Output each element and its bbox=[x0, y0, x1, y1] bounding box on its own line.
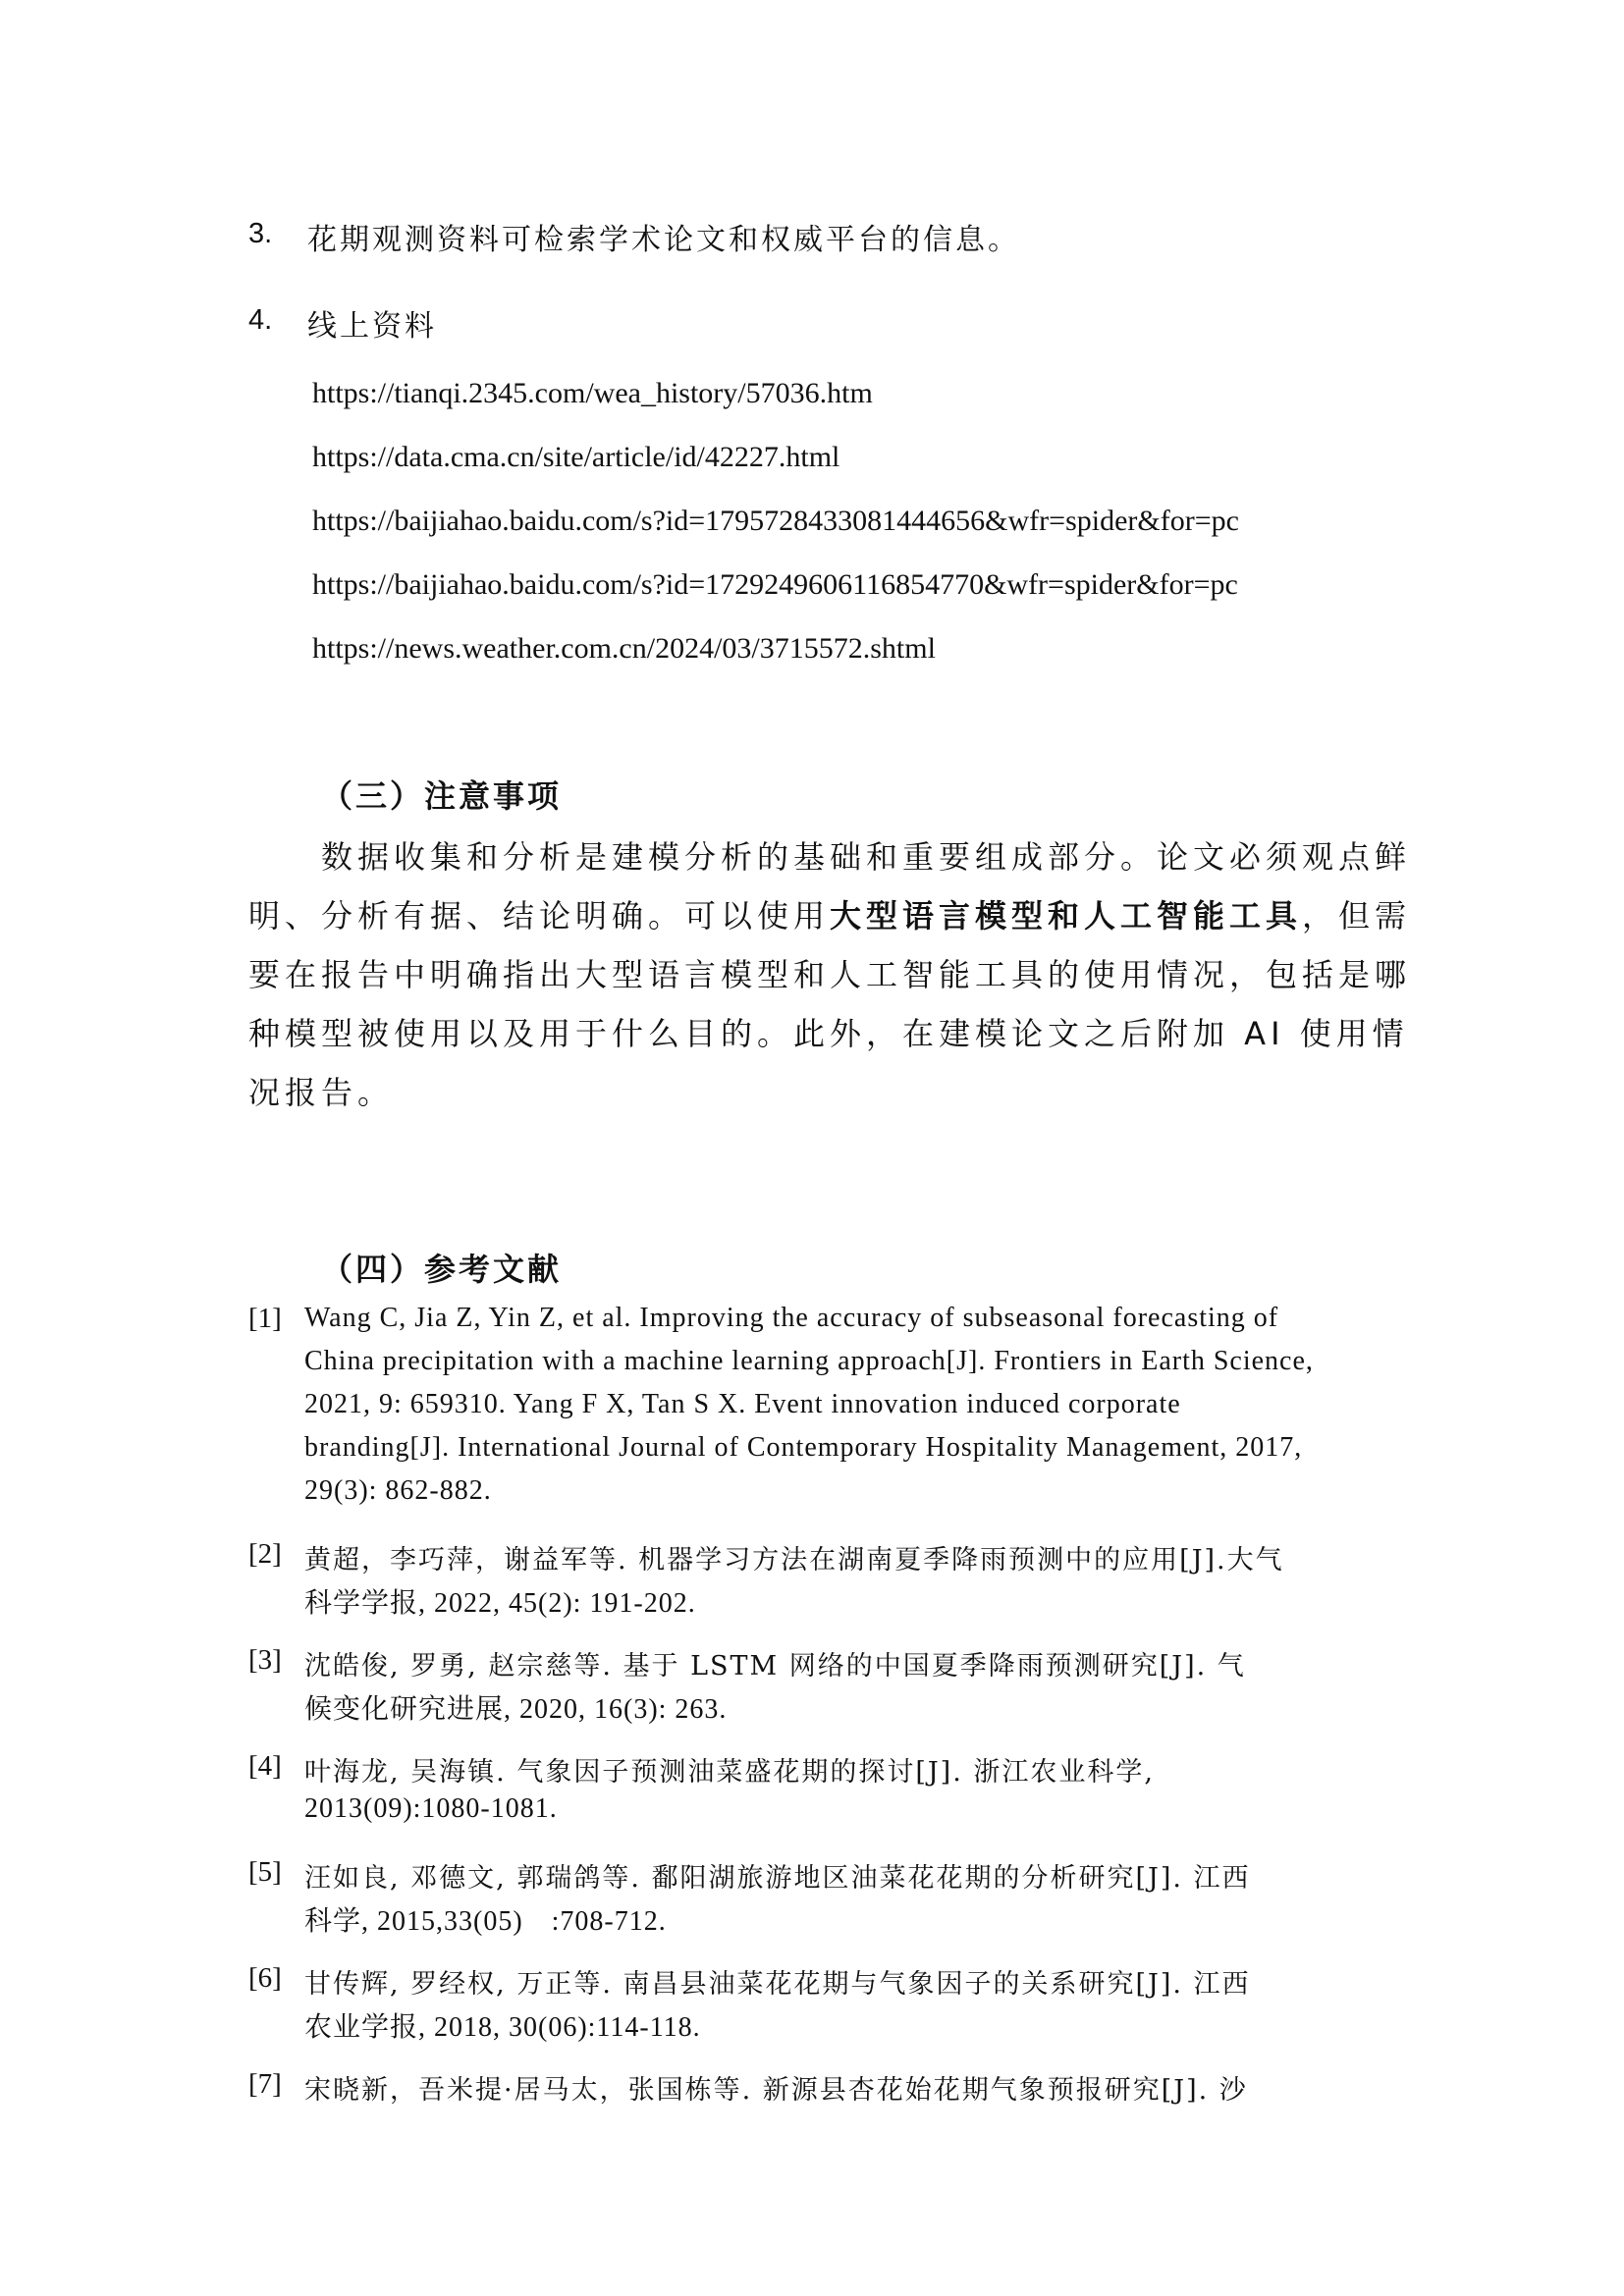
reference-3-number: [3] bbox=[248, 1644, 282, 1676]
reference-4-line-1: 叶海龙, 吴海镇. 气象因子预测油菜盛花期的探讨[J]. 浙江农业科学, bbox=[304, 1757, 1155, 1788]
reference-6-number: [6] bbox=[248, 1962, 282, 1994]
reference-1-line-1: Wang C, Jia Z, Yin Z, et al. Improving the accuracy of subseasonal forecasting of bbox=[304, 1303, 1279, 1333]
list-item-4-text: 线上资料 bbox=[307, 309, 437, 344]
link-1[interactable]: https://tianqi.2345.com/wea_history/57036.htm bbox=[312, 377, 873, 409]
notes-line-2-end: ，但需 bbox=[1302, 897, 1412, 934]
reference-6-line-1: 甘传辉, 罗经权, 万正等. 南昌县油菜花花期与气象因子的关系研究[J]. 江西 bbox=[304, 1969, 1251, 2000]
reference-5-number: [5] bbox=[248, 1856, 282, 1888]
reference-4-number: [4] bbox=[248, 1750, 282, 1782]
references-heading: （四）参考文献 bbox=[321, 1251, 563, 1288]
reference-4-line-2: 2013(09):1080-1081. bbox=[304, 1793, 558, 1824]
link-3[interactable]: https://baijiahao.baidu.com/s?id=1795728433081444656&wfr=spider&for=pc bbox=[312, 505, 1239, 537]
reference-2-line-1: 黄超，李巧萍，谢益军等. 机器学习方法在湖南夏季降雨预测中的应用[J].大气 bbox=[304, 1545, 1284, 1575]
reference-1-number: [1] bbox=[248, 1303, 282, 1334]
link-2[interactable]: https://data.cma.cn/site/article/id/42227.html bbox=[312, 441, 840, 473]
notes-paragraph-line-5: 况报告。 bbox=[248, 1074, 395, 1111]
reference-6-line-2: 农业学报, 2018, 30(06):114-118. bbox=[304, 2012, 701, 2043]
link-5[interactable]: https://news.weather.com.cn/2024/03/3715572.shtml bbox=[312, 632, 936, 665]
reference-3-line-1: 沈皓俊, 罗勇, 赵宗慈等. 基于 LSTM 网络的中国夏季降雨预测研究[J]. 气 bbox=[304, 1651, 1246, 1682]
list-item-3-text: 花期观测资料可检索学术论文和权威平台的信息。 bbox=[307, 223, 1020, 257]
reference-1-line-4: branding[J]. International Journal of Contemporary Hospitality Management, 2017, bbox=[304, 1432, 1303, 1463]
reference-3-line-2: 候变化研究进展, 2020, 16(3): 263. bbox=[304, 1694, 728, 1725]
list-number-3: 3. bbox=[248, 218, 273, 249]
reference-1-line-2: China precipitation with a machine learning approach[J]. Frontiers in Earth Science, bbox=[304, 1346, 1314, 1376]
notes-paragraph-line-4: 种模型被使用以及用于什么目的。此外，在建模论文之后附加 AI 使用情 bbox=[248, 1015, 1409, 1052]
reference-2-line-2: 科学学报, 2022, 45(2): 191-202. bbox=[304, 1588, 696, 1619]
notes-line-2-bold: 大型语言模型和人工智能工具 bbox=[830, 897, 1303, 934]
notes-paragraph-line-2 bbox=[248, 886, 1411, 945]
notes-paragraph-line-1: 数据收集和分析是建模分析的基础和重要组成部分。论文必须观点鲜 bbox=[321, 838, 1412, 876]
reference-7-line-1: 宋晓新，吾米提·居马太，张国栋等. 新源县杏花始花期气象预报研究[J]. 沙 bbox=[304, 2075, 1248, 2106]
reference-5-line-1: 汪如良, 邓德文, 郭瑞鸽等. 鄱阳湖旅游地区油菜花花期的分析研究[J]. 江西 bbox=[304, 1863, 1251, 1894]
reference-1-line-3: 2021, 9: 659310. Yang F X, Tan S X. Event innovation induced corporate bbox=[304, 1389, 1181, 1419]
notes-line-2-start: 明、分析有据、结论明确。可以使用 bbox=[248, 897, 831, 934]
notes-paragraph-line-3: 要在报告中明确指出大型语言模型和人工智能工具的使用情况，包括是哪 bbox=[248, 956, 1412, 993]
list-number-4: 4. bbox=[248, 304, 273, 336]
notes-heading: （三）注意事项 bbox=[321, 777, 563, 815]
reference-2-number: [2] bbox=[248, 1538, 282, 1570]
reference-1-line-5: 29(3): 862-882. bbox=[304, 1475, 492, 1506]
link-4[interactable]: https://baijiahao.baidu.com/s?id=1729249606116854770&wfr=spider&for=pc bbox=[312, 568, 1238, 601]
reference-7-number: [7] bbox=[248, 2068, 282, 2100]
reference-5-line-2: 科学, 2015,33(05) :708-712. bbox=[304, 1906, 667, 1937]
